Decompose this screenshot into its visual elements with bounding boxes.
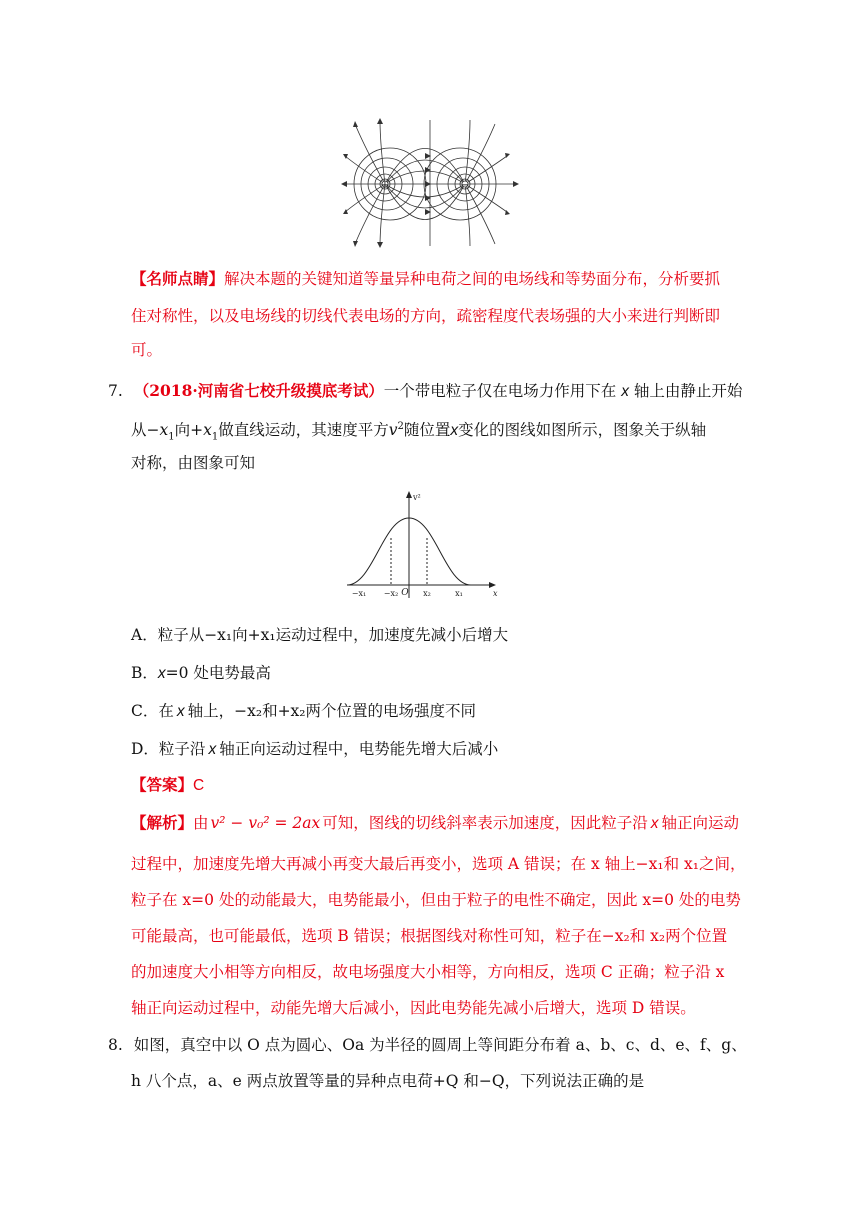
q7-minus-x1: −x — [146, 421, 169, 440]
tip-text-1: 解决本题的关键知道等量异种电荷之间的电场线和等势面分布，分析要抓 — [224, 270, 721, 288]
q7-option-c-text: 轴上，−x₂和+x₂两个位置的电场强度不同 — [187, 702, 477, 720]
q7-option-d-letter: D．粒子沿 — [131, 740, 206, 758]
q7-stem-line-3: 对称，由图象可知 — [131, 454, 256, 472]
q7-option-c-letter: C．在 — [131, 702, 174, 720]
q7-stem-1a: 一个带电粒子仅在电场力作用下在 — [383, 382, 617, 400]
q7-analysis-line-1 — [131, 812, 739, 835]
graph-y-label: v² — [413, 493, 421, 502]
q8-number: 8. — [108, 1036, 123, 1054]
q7-analysis-line-3: 粒子在 x=0 处的动能最大，电势能最小，但由于粒子的电性不确定，因此 x=0 处的电势 — [131, 891, 741, 909]
q8-line-2: h 八个点，a、e 两点放置等量的异种点电荷+Q 和−Q，下列说法正确的是 — [131, 1072, 645, 1090]
tip-line-1 — [131, 268, 720, 290]
q7-sub-1: 1 — [168, 431, 175, 443]
q7-option-b-text: =0 处电势最高 — [165, 664, 271, 682]
graph-x-label: x — [493, 589, 498, 598]
graph-tick-2: O — [401, 588, 409, 598]
positive-charge-label: + — [380, 180, 390, 191]
q7-option-a[interactable]: A．粒子从−x₁向+x₁运动过程中，加速度先减小后增大 — [131, 626, 509, 644]
q7-option-b-x: x — [157, 665, 166, 682]
answer-tag: 【答案】 — [131, 775, 194, 794]
tip-line-3: 可。 — [131, 341, 163, 359]
q7-source: （2018·河南省七校升级摸底考试） — [133, 381, 384, 400]
q7-option-d[interactable] — [131, 738, 498, 761]
q7-analysis-line-4: 可能最高，也可能最低，选项 B 错误；根据图线对称性可知，粒子在−x₂和 x₂两个位置 — [131, 927, 728, 945]
q7-stem-2a: 从 — [131, 421, 147, 440]
q8-line-1 — [108, 1034, 747, 1056]
negative-charge-label: − — [460, 180, 470, 191]
q7-stem-2-x: x — [450, 422, 459, 440]
q7-plus-x1: +x — [190, 421, 212, 440]
q7-option-d-text: 轴正向运动过程中，电势能先增大后减小 — [219, 740, 499, 758]
electric-field-figure — [335, 118, 525, 248]
v2-x-graph — [343, 490, 503, 602]
q7-option-b[interactable] — [131, 662, 271, 685]
analysis-tag: 【解析】 — [131, 813, 194, 832]
q7-stem-line-2 — [131, 416, 706, 448]
q7-sup: 2 — [397, 421, 404, 432]
analysis-1b: 可知，图线的切线斜率表示加速度，因此粒子沿 — [322, 814, 648, 832]
q7-analysis-line-5: 的加速度大小相等方向相反，故电场强度大小相等，方向相反，选项 C 正确；粒子沿 x — [131, 963, 725, 981]
q7-option-c-x: x — [176, 703, 185, 720]
answer-value: C — [193, 777, 205, 794]
tip-line-2: 住对称性，以及电场线的切线代表电场的方向，疏密程度代表场强的大小来进行判断即 — [131, 307, 721, 325]
q7-number: 7. — [108, 382, 123, 400]
q7-option-d-x: x — [208, 741, 217, 758]
q7-v: v — [388, 421, 398, 440]
q7-analysis-line-6: 轴正向运动过程中，动能先增大后减小，因此电势能先减小后增大，选项 D 错误。 — [131, 999, 696, 1017]
tip-tag: 【名师点睛】 — [131, 269, 225, 288]
q8-stem-1: 如图，真空中以 O 点为圆心、Oa 为半径的圆周上等间距分布着 a、b、c、d、e、f、g、 — [133, 1036, 747, 1054]
q7-stem-2d: 随位置 — [403, 421, 451, 440]
graph-tick-1: −x₂ — [383, 589, 399, 598]
analysis-1a: 由 — [193, 814, 209, 832]
graph-tick-0: −x₁ — [351, 589, 367, 598]
q7-option-c[interactable] — [131, 700, 476, 723]
analysis-1-x: x — [650, 815, 659, 832]
q7-stem-line-1 — [108, 380, 742, 403]
analysis-formula: v² − v₀² = 2ax — [210, 814, 321, 832]
q7-stem-1-x: x — [621, 383, 629, 400]
q7-answer — [131, 774, 204, 797]
q7-option-b-letter: B． — [131, 664, 158, 682]
q7-stem-2b: 向 — [174, 421, 191, 440]
graph-tick-3: x₂ — [423, 589, 431, 598]
q7-stem-2c: 做直线运动，其速度平方 — [218, 421, 389, 440]
q7-stem-1b: 轴上由静止开始 — [633, 382, 743, 400]
q7-sub-2: 1 — [211, 431, 219, 443]
analysis-1c: 轴正向运动 — [661, 814, 739, 832]
graph-tick-4: x₁ — [455, 589, 463, 598]
q7-stem-2e: 变化的图线如图所示，图象关于纵轴 — [458, 421, 707, 440]
q7-analysis-line-2: 过程中，加速度先增大再减小再变大最后再变小，选项 A 错误；在 x 轴上−x₁和 x₁之间， — [131, 855, 746, 873]
